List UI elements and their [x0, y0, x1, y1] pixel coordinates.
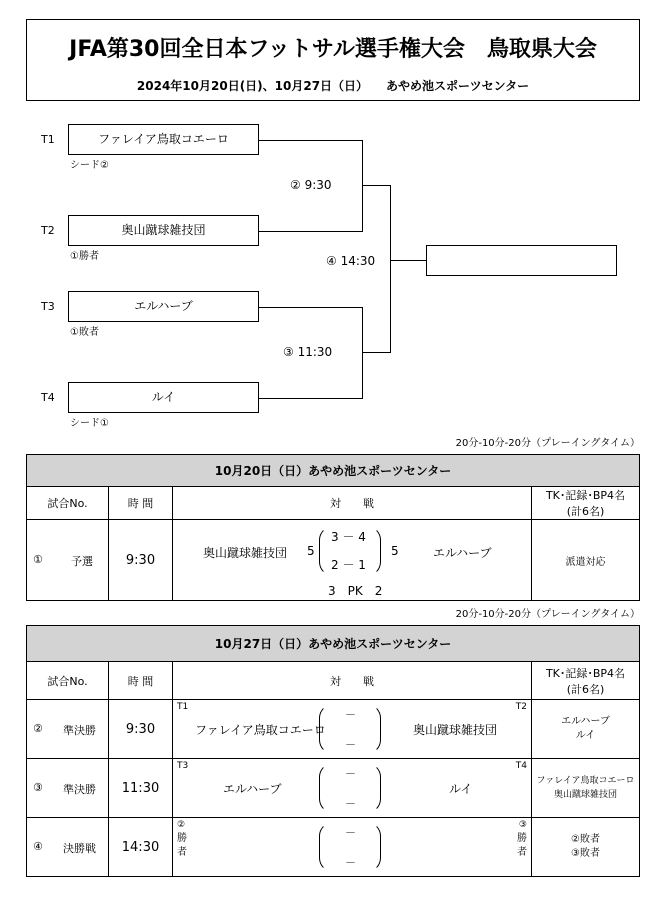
team-note-t3: ①敗者	[70, 327, 99, 338]
staff-line-1: エルハーブ	[561, 716, 610, 727]
team-note-t1: シード②	[70, 160, 109, 171]
match-time: 9:30	[109, 700, 173, 759]
match-stage: 準決勝	[63, 783, 96, 796]
right-team: ルイ	[449, 782, 473, 796]
match-label-3: ③ 11:30	[283, 345, 333, 359]
match-vs-cell	[173, 520, 532, 601]
staff-cell	[532, 759, 640, 818]
right-team: 勝 者	[517, 833, 527, 858]
table-row	[27, 759, 640, 818]
left-slot: ②	[177, 820, 186, 830]
right-total: 5	[391, 544, 399, 558]
table-row	[27, 700, 640, 759]
staff-line-1: ②敗者	[571, 834, 600, 845]
score-line-1: －	[345, 708, 356, 721]
score-line-2: －	[345, 738, 356, 751]
match-no-cell	[27, 700, 109, 759]
duration-note-2: 20分-10分-20分（プレーイングタイム）	[455, 609, 640, 620]
match-label-4: ④ 14:30	[326, 254, 376, 268]
staff-cell	[532, 818, 640, 877]
right-slot: ③	[518, 820, 527, 830]
day1-title: 10月20日（日）あやめ池スポーツセンター	[27, 455, 640, 487]
left-slot: T3	[177, 761, 189, 771]
staff-cell: 派遣対応	[532, 520, 640, 601]
bracket-line	[362, 352, 391, 353]
pk-score: 3 PK 2	[328, 584, 383, 598]
match-time: 11:30	[109, 759, 173, 818]
slot-label-t4: T4	[41, 391, 55, 404]
match-stage: 決勝戦	[63, 842, 96, 855]
staff-line-2: 奥山蹴球雑技団	[554, 790, 618, 800]
bracket-line	[362, 307, 363, 399]
table-row	[27, 818, 640, 877]
match-time: 14:30	[109, 818, 173, 877]
col-staff-line2: (計6名)	[566, 682, 605, 696]
day2-title: 10月27日（日）あやめ池スポーツセンター	[27, 626, 640, 662]
left-team: 奥山蹴球雑技団	[203, 546, 288, 560]
col-vs: 対 戦	[173, 662, 532, 700]
match-no: ④	[33, 840, 43, 853]
staff-line-2: ルイ	[575, 730, 596, 741]
match-vs-cell	[173, 818, 532, 877]
col-vs: 対 戦	[173, 487, 532, 520]
left-slot: T1	[177, 702, 189, 712]
col-staff	[532, 487, 640, 520]
match-time: 9:30	[109, 520, 173, 601]
match-no: ①	[33, 553, 43, 566]
half2-score: 2 － 1	[331, 558, 366, 572]
match-no-cell	[27, 818, 109, 877]
team-box-t1: ファレイア鳥取コエーロ	[68, 124, 259, 155]
left-team: ファレイア鳥取コエーロ	[195, 723, 326, 737]
staff-cell	[532, 700, 640, 759]
team-box-t2: 奥山蹴球雑技団	[68, 215, 259, 246]
col-match-no: 試合No.	[27, 487, 109, 520]
page-subtitle: 2024年10月20日(日)、10月27日（日） あやめ池スポーツセンター	[136, 79, 530, 93]
team-note-t2: ①勝者	[70, 251, 99, 262]
staff-line-1: ファレイア鳥取コエーロ	[536, 776, 635, 786]
col-staff-line1: TK･記録･BP4名	[545, 489, 626, 502]
col-staff-line2: (計6名)	[566, 505, 605, 518]
schedule-table-day1	[26, 454, 640, 601]
slot-label-t2: T2	[41, 224, 55, 237]
bracket-line	[259, 140, 363, 141]
match-no: ③	[33, 781, 43, 794]
slot-label-t3: T3	[41, 300, 55, 313]
col-match-no: 試合No.	[27, 662, 109, 700]
bracket-line	[362, 140, 363, 232]
slot-label-t1: T1	[41, 133, 55, 146]
score-line-2: －	[345, 856, 356, 869]
match-stage: 準決勝	[63, 724, 96, 737]
schedule-table-day2	[26, 625, 640, 877]
page-title: JFA第30回全日本フットサル選手権大会 鳥取県大会	[69, 37, 597, 62]
team-box-t3: エルハーブ	[68, 291, 259, 322]
left-total: 5	[307, 544, 315, 558]
match-stage: 予選	[71, 555, 93, 568]
right-team: エルハーブ	[433, 546, 492, 560]
match-no-cell	[27, 759, 109, 818]
match-no: ②	[33, 722, 43, 735]
bracket-line	[390, 260, 427, 261]
col-staff-line1: TK･記録･BP4名	[545, 666, 626, 680]
bracket-line	[259, 231, 363, 232]
col-staff	[532, 662, 640, 700]
staff-line-2: ③敗者	[571, 848, 600, 859]
table-row	[27, 520, 640, 601]
team-note-t4: シード①	[70, 418, 109, 429]
col-time: 時 間	[109, 662, 173, 700]
duration-note-1: 20分-10分-20分（プレーイングタイム）	[455, 438, 640, 449]
bracket-line	[259, 307, 363, 308]
match-label-2: ② 9:30	[290, 178, 332, 192]
left-team: 勝 者	[177, 833, 187, 858]
col-time: 時 間	[109, 487, 173, 520]
bracket-line	[390, 185, 391, 353]
bracket-line	[259, 398, 363, 399]
left-team: エルハーブ	[223, 782, 282, 796]
champion-box	[426, 245, 617, 276]
right-slot: T2	[515, 702, 527, 712]
bracket-line	[362, 185, 391, 186]
right-team: 奥山蹴球雑技団	[413, 723, 498, 737]
match-vs-cell	[173, 700, 532, 759]
right-slot: T4	[515, 761, 527, 771]
half1-score: 3 － 4	[331, 530, 366, 544]
score-line-2: －	[345, 797, 356, 810]
match-no-cell	[27, 520, 109, 601]
header-box	[26, 19, 640, 101]
team-box-t4: ルイ	[68, 382, 259, 413]
score-line-1: －	[345, 826, 356, 839]
score-line-1: －	[345, 767, 356, 780]
match-vs-cell	[173, 759, 532, 818]
